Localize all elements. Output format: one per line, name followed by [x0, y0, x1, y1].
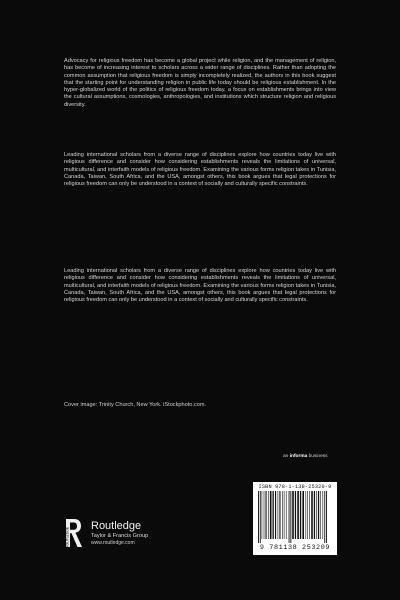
barcode-bar: [264, 491, 265, 539]
informa-suffix: business: [308, 454, 328, 459]
blurb-paragraph-1: Advocacy for religious freedom has become a global project while religion, and the management of religion, has become of increasing interest to scholars across a wider range of disciplines. Rather than adopting the common assumption that religious freedom is simply incompletely realized, the authors in this book suggest that the starting point for understanding religion in public life today should be religious establishment. In the hyper-globalized world of the politics of religious freedom today, a focus on establishments brings into view the cultural assumptions, cosmologies, anthropologies, and institutions which structure religion and religious diversity.: [64, 58, 336, 108]
barcode-bar: [307, 491, 308, 539]
barcode-bar: [314, 491, 315, 539]
barcode-bar: [262, 491, 263, 539]
barcode-bar: [295, 491, 296, 539]
publisher-group: Taylor & Francis Group: [91, 533, 149, 539]
barcode-bar: [275, 491, 276, 539]
publisher-block: [91, 520, 148, 546]
publisher-url: www.routledge.com: [91, 540, 135, 546]
isbn-barcode: [253, 482, 337, 555]
cover-image-credit: Cover image: Trinity Church, New York. iStockphoto.com.: [64, 402, 207, 408]
logo-side-text: ROUTLEDGE: [65, 526, 70, 548]
barcode-bar: [286, 491, 287, 539]
informa-brand: informa: [289, 454, 308, 459]
barcode-bar: [270, 491, 272, 539]
barcode-bar: [324, 491, 325, 543]
publisher-name: Routledge: [91, 520, 142, 532]
barcode-bars: [256, 491, 334, 543]
barcode-bar: [297, 491, 299, 539]
barcode-bar: [282, 491, 283, 539]
barcode-bar: [302, 491, 304, 539]
barcode-bar: [268, 491, 269, 539]
barcode-bar: [284, 491, 285, 539]
barcode-bar: [326, 491, 327, 543]
barcode-bar: [279, 491, 280, 539]
barcode-digits: 9 781138 253209: [259, 544, 331, 552]
barcode-bar: [273, 491, 274, 539]
barcode-bar: [316, 491, 317, 539]
barcode-bar: [258, 491, 259, 543]
barcode-bar: [318, 491, 319, 539]
routledge-logo-icon: [64, 517, 84, 551]
isbn-label: ISBN 978-1-138-25320-9: [258, 484, 332, 490]
barcode-bar: [309, 491, 310, 539]
barcode-bar: [323, 491, 324, 539]
informa-tagline: [283, 454, 328, 459]
barcode-bar: [320, 491, 321, 539]
barcode-bar: [311, 491, 313, 539]
barcode-bar: [300, 491, 301, 539]
informa-prefix: an: [283, 454, 289, 459]
barcode-bar: [290, 491, 291, 543]
blurb-paragraph-3: Leading international scholars from a diverse range of disciplines explore how countries today live with religious difference and consider how considering establishments reveals the limitations of universal, multicultural, and interfaith models of religious freedom. Examining the various forms religion takes in Tunisia, Canada, Taiwan, South Africa, and the USA, amongst others, this book argues that legal protections for religious freedom can only be understood in a context of socially and culturally specific constraints.: [64, 268, 336, 304]
barcode-bar: [306, 491, 307, 539]
barcode-bar: [266, 491, 267, 539]
barcode-bar: [289, 491, 290, 543]
barcode-bar: [292, 491, 294, 539]
blurb-paragraph-2: Leading international scholars from a diverse range of disciplines explore how countries today live with religious difference and consider how considering establishments reveals the limitations of universal, multicultural, and interfaith models of religious freedom. Examining the various forms religion takes in Tunisia, Canada, Taiwan, South Africa, and the USA, amongst others, this book argues that legal protections for religious freedom can only be understood in a context of socially and culturally specific constraints.: [64, 152, 336, 188]
barcode-bar: [260, 491, 261, 543]
barcode-bar: [278, 491, 279, 539]
